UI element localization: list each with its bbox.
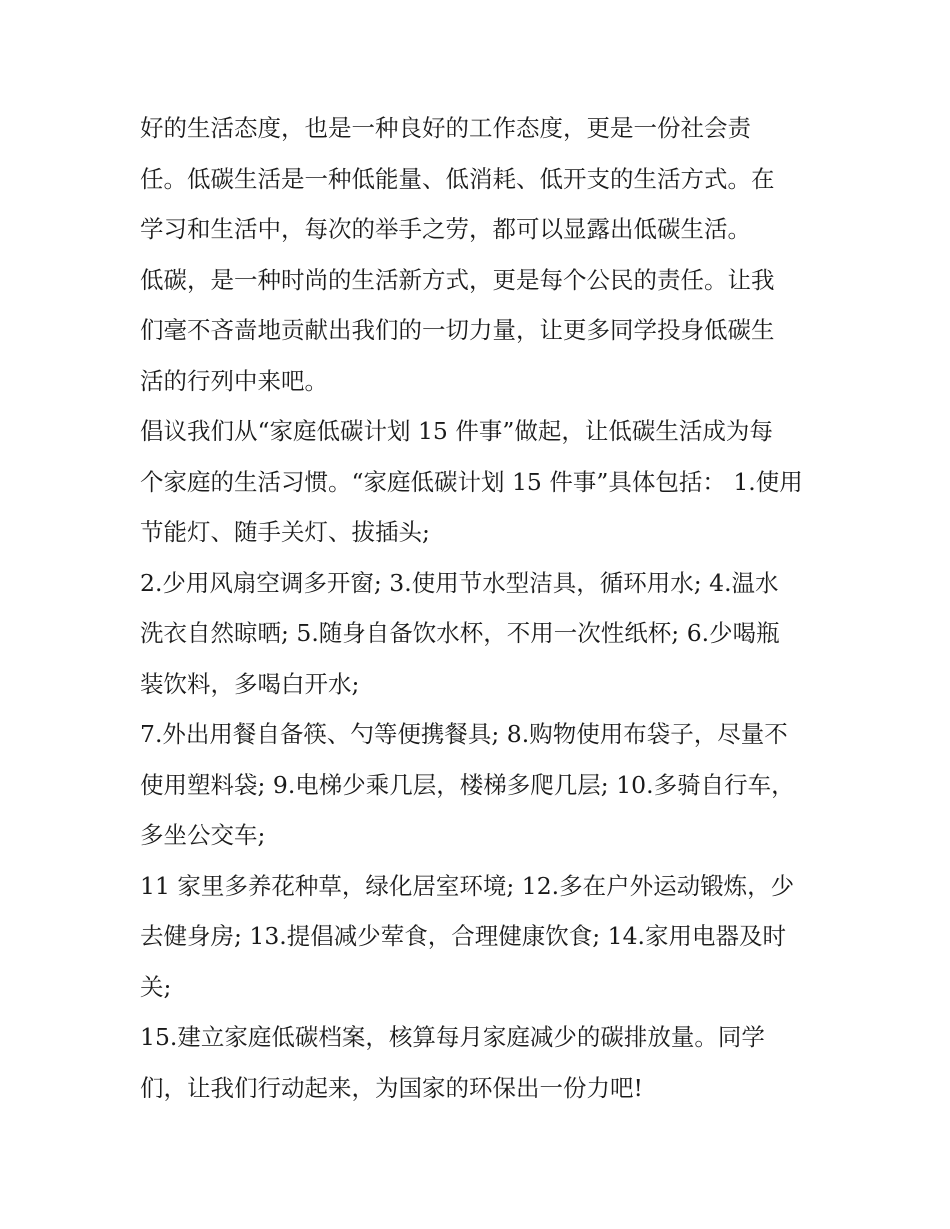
text-line: 任。低碳生活是一种低能量、低消耗、低开支的生活方式。在 — [140, 164, 775, 193]
text-line: 们，让我们行动起来，为国家的环保出一份力吧! — [140, 1073, 643, 1102]
text-line: 2.少用风扇空调多开窗; 3.使用节水型洁具，循环用水; 4.温水 — [140, 568, 779, 597]
text-line: 们毫不吝啬地贡献出我们的一切力量，让更多同学投身低碳生 — [140, 316, 775, 344]
text-line: 11 家里多养花种草，绿化居室环境; 12.多在户外运动锻炼，少 — [140, 871, 795, 900]
text-line: 装饮料，多喝白开水; — [140, 669, 360, 698]
text-line: 15.建立家庭低碳档案，核算每月家庭减少的碳排放量。同学 — [140, 1023, 765, 1051]
text-line: 好的生活态度，也是一种良好的工作态度，更是一份社会责 — [140, 114, 751, 142]
text-line: 倡议我们从“家庭低碳计划 15 件事”做起，让低碳生活成为每 — [140, 417, 773, 445]
text-line: 使用塑料袋; 9.电梯少乘几层，楼梯多爬几层; 10.多骑自行车， — [140, 770, 795, 799]
text-line: 个家庭的生活习惯。“家庭低碳计划 15 件事”具体包括： 1.使用 — [140, 467, 803, 496]
text-line: 洗衣自然晾晒; 5.随身自备饮水杯，不用一次性纸杯; 6.少喝瓶 — [140, 619, 780, 647]
document-body — [140, 103, 820, 1113]
text-line: 学习和生活中，每次的举手之劳，都可以显露出低碳生活。 — [140, 215, 751, 243]
paragraph-item-15-closing — [140, 1012, 820, 1113]
paragraph-citizen-responsibility — [140, 255, 820, 407]
paragraph-items-7-10 — [140, 709, 820, 861]
text-line: 7.外出用餐自备筷、勺等便携餐具; 8.购物使用布袋子，尽量不 — [140, 720, 788, 748]
text-line: 关; — [140, 972, 172, 1001]
paragraph-items-2-6 — [140, 558, 820, 710]
paragraph-low-carbon-attitude — [140, 103, 820, 255]
text-line: 节能灯、随手关灯、拔插头; — [140, 518, 430, 546]
paragraph-15-things-intro — [140, 406, 820, 558]
paragraph-items-11-14 — [140, 861, 820, 1013]
text-line: 多坐公交车; — [140, 821, 266, 849]
text-line: 低碳，是一种时尚的生活新方式，更是每个公民的责任。让我 — [140, 265, 775, 294]
text-line: 活的行列中来吧。 — [140, 366, 328, 395]
text-line: 去健身房; 13.提倡减少荤食，合理健康饮食; 14.家用电器及时 — [140, 922, 787, 950]
